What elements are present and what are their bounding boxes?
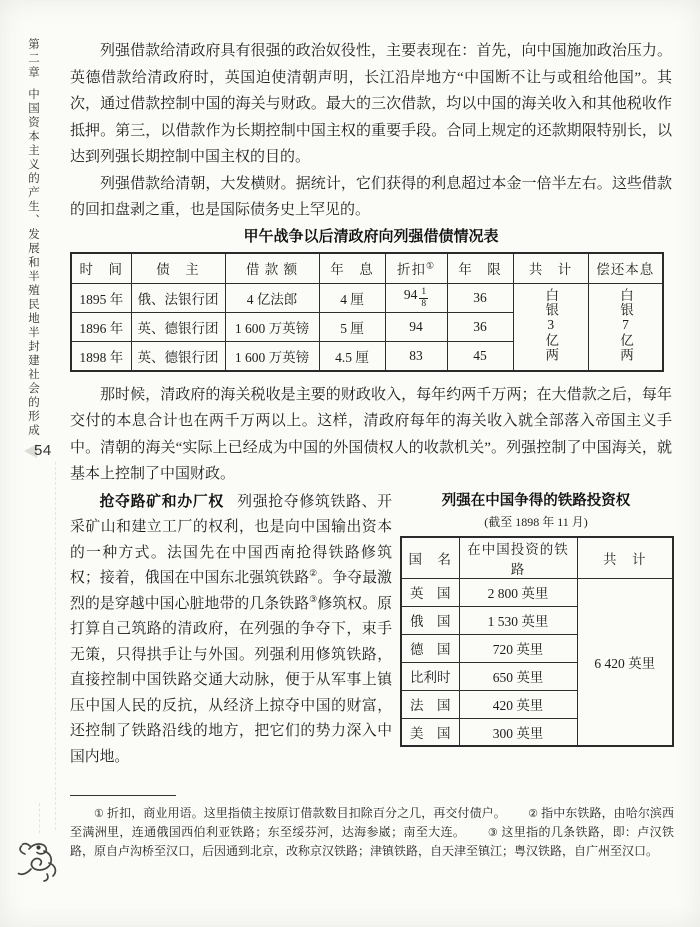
section-railway-mines-text xyxy=(70,490,392,771)
two-column-section xyxy=(70,490,672,771)
cell-interest: 5 厘 xyxy=(319,313,385,342)
cell-miles: 2 800 英里 xyxy=(459,578,577,606)
loan-row-1895 xyxy=(71,284,663,313)
cell-interest: 4 厘 xyxy=(319,284,385,313)
rail-row-britain xyxy=(401,578,673,606)
cell-creditor: 俄、法银行团 xyxy=(131,284,225,313)
cell-term: 36 xyxy=(447,313,513,342)
cell-time: 1898 年 xyxy=(71,342,131,371)
cell-creditor: 英、德银行团 xyxy=(131,342,225,371)
fraction-one-eighth: $\frac{1}{8}$ xyxy=(421,287,427,309)
cell-repayment-silver: 白银7亿两 xyxy=(588,284,663,371)
chapter-number: 第二章 xyxy=(27,38,39,80)
body-paragraph-3: 那时候，清政府的海关税收是主要的财政收入，每年约两千万两；在大借款之后，每年交付的本息合计也在两千万两以上。这样，清政府每年的海关收入就全部落入帝国主义手中。清朝的海关“实际上已经成为中国的外国债权人的收款机关”。列强控制了中国海关，就基本上控制了中国财政。 xyxy=(70,386,672,482)
cell-country: 英 国 xyxy=(401,578,459,606)
dragon-decoration-icon xyxy=(13,838,61,884)
page-number: 54 xyxy=(34,442,52,459)
chapter-title: 中国资本主义的产生、发展和半殖民地半封建社会的形成 xyxy=(27,88,39,438)
body-paragraph-2: 列强借款给清朝，大发横财。据统计，它们获得的利息超过本金一倍半左右。这些借款的回扣盘剥之重，也是国际债务史上罕见的。 xyxy=(70,175,672,218)
rail-col-country: 国 名 xyxy=(401,537,459,579)
railway-table-header-row xyxy=(401,537,673,579)
cell-country: 俄 国 xyxy=(401,606,459,634)
cell-time: 1896 年 xyxy=(71,313,131,342)
loan-table xyxy=(70,252,664,372)
cell-amount: 1 600 万英镑 xyxy=(225,313,319,342)
cell-country: 比利时 xyxy=(401,662,459,690)
cell-miles: 300 英里 xyxy=(459,718,577,746)
loan-col-creditor: 债 主 xyxy=(131,253,225,284)
cell-country: 美 国 xyxy=(401,718,459,746)
railway-table-title: 列强在中国争得的铁路投资权 xyxy=(441,492,631,509)
footnote-ref-3: ③ xyxy=(309,593,318,604)
railway-table-block xyxy=(400,490,672,771)
body-paragraph-1: 列强借款给清政府具有很强的政治奴役性，主要表现在：首先，向中国施加政治压力。英德借款给清政府时，英国迫使清朝声明，长江沿岸地方“中国断不让与或租给他国”。其次，通过借款控制中国的海关与财政。最大的三次借款，均以中国的海关收入和其他税收作抵押。第三，以借款作为长期控制中国主权的重要手段。合同上规定的还款期限特别长，以达到列强长期控制中国主权的目的。 xyxy=(70,43,672,165)
cell-term: 36 xyxy=(447,284,513,313)
section-heading: 抢夺路矿和办厂权 xyxy=(99,493,224,510)
cell-rail-total: 6 420 英里 xyxy=(577,578,673,746)
cell-total-silver: 白银3亿两 xyxy=(513,284,588,371)
page-number-marker xyxy=(24,442,52,459)
cell-amount: 4 亿法郎 xyxy=(225,284,319,313)
footnote-text xyxy=(70,804,674,860)
footnote-1: ① 折扣，商业用语。这里指债主按原订借款数目扣除百分之几，再交付债户。 xyxy=(94,806,506,820)
cell-creditor: 英、德银行团 xyxy=(131,313,225,342)
cell-time: 1895 年 xyxy=(71,284,131,313)
page-fold-line-lower xyxy=(39,803,40,833)
cell-miles: 650 英里 xyxy=(459,662,577,690)
footnote-2: ② 指中东铁路，由哈尔滨西至满洲里，连通俄国西伯利亚铁路；东至绥芬河，达海参崴；南至大连。 xyxy=(70,806,674,839)
railway-table-subtitle: (截至 1898 年 11 月) xyxy=(484,514,588,529)
page-fold-line xyxy=(55,462,56,830)
loan-table-title: 甲午战争以后清政府向列强借债情况表 xyxy=(243,227,499,245)
loan-col-total: 共 计 xyxy=(513,253,588,284)
cell-discount: 83 xyxy=(385,342,447,371)
loan-col-term: 年 限 xyxy=(447,253,513,284)
cell-miles: 720 英里 xyxy=(459,634,577,662)
loan-col-time: 时 间 xyxy=(71,253,131,284)
cell-interest: 4.5 厘 xyxy=(319,342,385,371)
footnote-divider xyxy=(70,795,176,796)
cell-discount: 94 $\frac{1}{8}$ xyxy=(385,284,447,313)
cell-discount: 94 xyxy=(385,313,447,342)
loan-col-repayment: 偿还本息 xyxy=(588,253,663,284)
loan-col-discount: 折扣① xyxy=(385,253,447,284)
loan-col-interest: 年 息 xyxy=(319,253,385,284)
footnote-ref-2: ② xyxy=(309,568,318,579)
main-content xyxy=(70,38,672,770)
footnotes xyxy=(70,795,674,860)
loan-table-header-row xyxy=(71,253,663,284)
cell-miles: 1 530 英里 xyxy=(459,606,577,634)
body-paragraph-4: 抢夺路矿和办厂权 列强抢夺修筑铁路、开采矿山和建立工厂的权利，也是向中国输出资本的一种方式。法国先在中国西南抢得铁路修筑权；接着，俄国在中国东北强筑铁路②。争夺最激烈的是穿越中国心脏地带的几条铁路③修筑权。原打算自己筑路的清政府，在列强的争夺下，束手无策，只得拱手让与外国。列强利用修筑铁路，直接控制中国铁路交通大动脉，便于从军事上镇压中国人民的反抗，从经济上掠夺中国的财富，还控制了铁路沿线的地方，把它们的势力深入中国内地。 xyxy=(70,493,392,765)
loan-col-amount: 借 款 额 xyxy=(225,253,319,284)
railway-table xyxy=(400,536,674,748)
cell-miles: 420 英里 xyxy=(459,690,577,718)
cell-country: 法 国 xyxy=(401,690,459,718)
cell-term: 45 xyxy=(447,342,513,371)
footnote-ref-1: ① xyxy=(425,260,436,271)
rail-col-miles: 在中国投资的铁路 xyxy=(459,537,577,579)
footnote-3: ③ 这里指的几条铁路，即：卢汉铁路，原自卢沟桥至汉口，后因通到北京，改称京汉铁路；津镇铁路，自天津至镇江；粤汉铁路，自广州至汉口。 xyxy=(70,825,674,858)
rail-col-total: 共 计 xyxy=(577,537,673,579)
cell-country: 德 国 xyxy=(401,634,459,662)
cell-amount: 1 600 万英镑 xyxy=(225,342,319,371)
